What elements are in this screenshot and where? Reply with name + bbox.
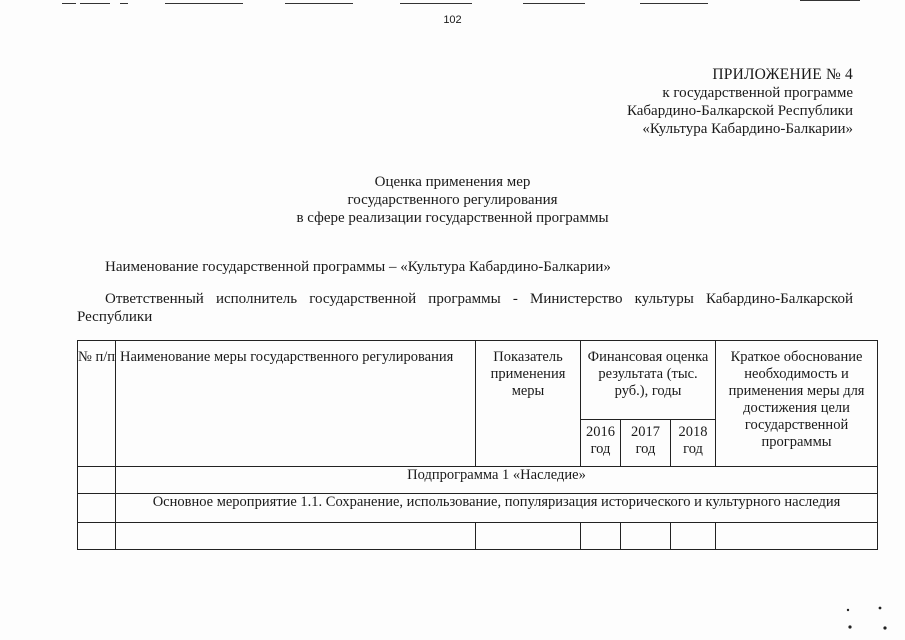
title-line-2: государственного регулирования [347,192,558,208]
table-cell-empty [716,523,878,550]
table-row-main-activity [78,494,878,523]
table-row-empty [78,523,878,550]
table-header-row [78,341,878,420]
main-activity-title: Основное мероприятие 1.1. Сохранение, использование, популяризация исторического и культурного наследия [116,494,878,523]
title-line-3: в сфере реализации государственной программы [296,210,609,226]
table-row-subprogram [78,467,878,494]
header-year-2016: 2016 год [581,420,621,467]
table-cell-empty [476,523,581,550]
header-num: № п/п [78,341,116,467]
table-cell-empty [581,523,621,550]
program-name: Наименование государственной программы – «Культура Кабардино-Балкарии» [105,259,611,275]
appendix-title: ПРИЛОЖЕНИЕ № 4 [712,66,853,83]
document-title [0,173,905,227]
title-line-1: Оценка применения мер [374,174,531,190]
table-cell-empty [116,523,476,550]
header-indicator: Показатель применения меры [476,341,581,467]
table-cell-empty [671,523,716,550]
header-year-2017: 2017 год [621,420,671,467]
table-cell-empty [621,523,671,550]
appendix-block [433,66,853,138]
responsible-executor: Ответственный исполнитель государственной программы - Министерство культуры Кабардино-Балкарской Республики [77,291,853,325]
subprogram-title: Подпрограмма 1 «Наследие» [116,467,878,494]
header-year-2018: 2018 год [671,420,716,467]
header-financial: Финансовая оценка результата (тыс. руб.), годы [581,341,716,420]
page-number: 102 [443,14,462,26]
measures-table [77,340,878,550]
table-cell-empty [78,523,116,550]
appendix-line-1: к государственной программе [662,85,853,101]
scan-artifacts [0,0,905,8]
header-measure-name: Наименование меры государственного регулирования [116,341,476,467]
appendix-line-2: Кабардино-Балкарской Республики [626,103,853,119]
appendix-line-3: «Культура Кабардино-Балкарии» [642,121,853,137]
table-cell-empty [78,467,116,494]
header-justification: Краткое обоснование необходимость и применения меры для достижения цели государственной программы [716,341,878,467]
table-cell-empty [78,494,116,523]
scan-specks [830,600,900,636]
